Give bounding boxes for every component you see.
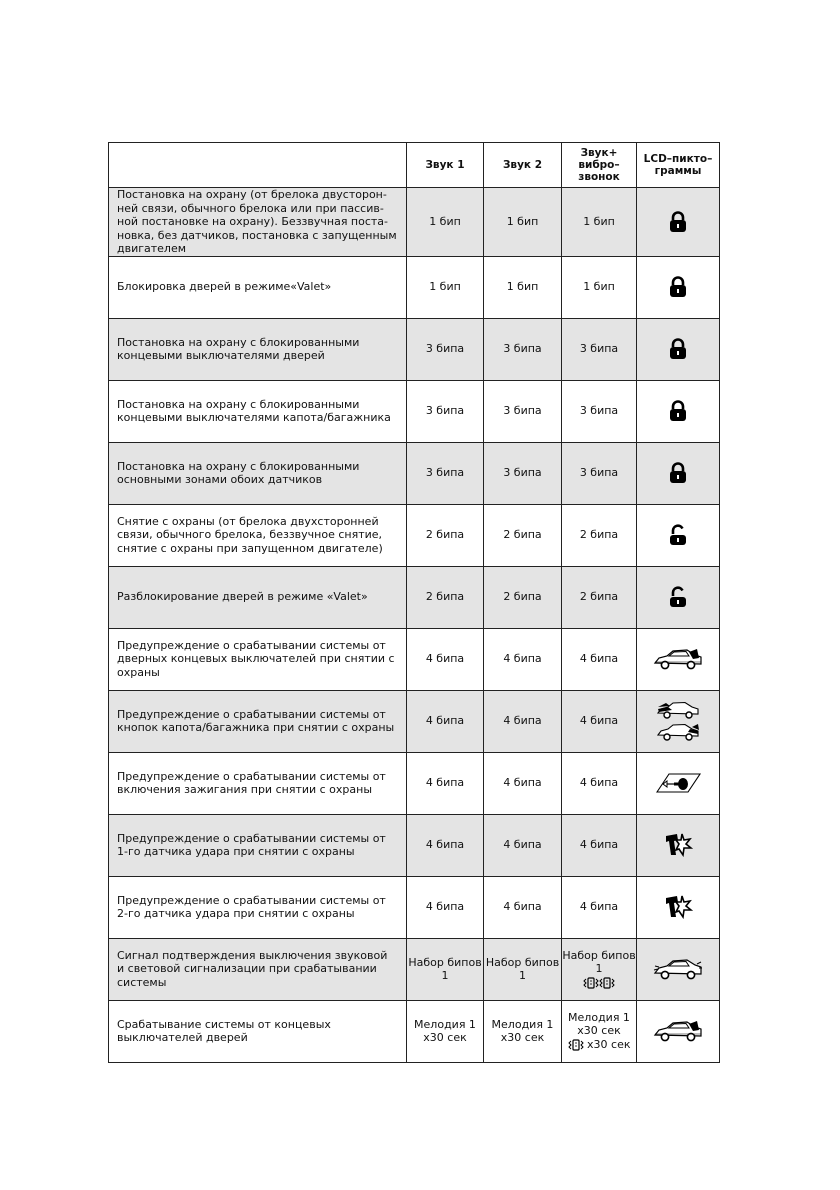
header-sound2: Звук 2: [484, 143, 562, 188]
row-description: Постановка на охрану с блокированными концевыми выключателями дверей: [109, 318, 407, 380]
vibration-duration: x30 сек: [587, 1037, 631, 1051]
row-sound1: 4 бипа: [407, 628, 484, 690]
car-hood-icon: [656, 700, 700, 720]
table-row: [109, 380, 720, 442]
table-row: [109, 876, 720, 938]
row-lcd-icon: [637, 380, 720, 442]
row-lcd-icon: [637, 256, 720, 318]
table-row: [109, 188, 720, 257]
row-description: Предупреждение о срабатывании системы от кнопок капота/багажника при снятии с охраны: [109, 690, 407, 752]
row-lcd-icon: [637, 566, 720, 628]
table-row: [109, 690, 720, 752]
ignition-key-icon: [653, 771, 703, 795]
row-sound1: 3 бипа: [407, 380, 484, 442]
header-lcd: LCD–пикто– граммы: [637, 143, 720, 188]
row-sound1: 4 бипа: [407, 690, 484, 752]
row-sound1: 4 бипа: [407, 814, 484, 876]
row-sound1: 3 бипа: [407, 318, 484, 380]
row-description: Постановка на охрану (от брелока двусторон- ней связи, обычного брелока или при пассив- ной постановке на охрану). Беззвучная поста- новка, без датчиков, постановка с запущенным двигателем: [109, 188, 407, 257]
row-sound-vibro: 4 бипа: [562, 690, 637, 752]
row-lcd-icon: [637, 752, 720, 814]
row-sound-vibro: 1 бип: [562, 188, 637, 257]
row-sound2: 3 бипа: [484, 318, 562, 380]
row-sound-vibro: 4 бипа: [562, 814, 637, 876]
row-sound-vibro: 3 бипа: [562, 442, 637, 504]
shock-sensor-icon: [663, 894, 693, 920]
table-row: [109, 938, 720, 1000]
lock-open-icon: [668, 586, 688, 608]
row-description: Срабатывание системы от концевых выключателей дверей: [109, 1000, 407, 1062]
table-row: [109, 752, 720, 814]
row-lcd-icon: [637, 876, 720, 938]
lock-closed-icon: [668, 211, 688, 233]
row-description: Постановка на охрану с блокированными концевыми выключателями капота/багажника: [109, 380, 407, 442]
row-description: Постановка на охрану с блокированными основными зонами обоих датчиков: [109, 442, 407, 504]
header-row: [109, 143, 720, 188]
row-sound2: 4 бипа: [484, 690, 562, 752]
row-sound-vibro: 1 бип: [562, 256, 637, 318]
row-sound2: 4 бипа: [484, 814, 562, 876]
row-sound1: 4 бипа: [407, 876, 484, 938]
lock-open-icon: [668, 524, 688, 546]
row-sound-vibro: 4 бипа: [562, 876, 637, 938]
row-lcd-icon: [637, 442, 720, 504]
row-sound2: 4 бипа: [484, 876, 562, 938]
row-description: Разблокирование дверей в режиме «Valet»: [109, 566, 407, 628]
row-sound-vibro-text: Мелодия 1 x30 сек: [568, 1010, 630, 1037]
row-sound-vibro: 2 бипа: [562, 504, 637, 566]
row-description: Предупреждение о срабатывании системы от дверных концевых выключателей при снятии с охраны: [109, 628, 407, 690]
row-sound2: 1 бип: [484, 256, 562, 318]
table-row: [109, 1000, 720, 1062]
vibration-icon: [562, 976, 636, 990]
row-sound2: 2 бипа: [484, 566, 562, 628]
row-sound2: 4 бипа: [484, 752, 562, 814]
row-description: Предупреждение о срабатывании системы от 2-го датчика удара при снятии с охраны: [109, 876, 407, 938]
row-description: Сигнал подтверждения выключения звуковой и световой сигнализации при срабатывании системы: [109, 938, 407, 1000]
table-row: [109, 256, 720, 318]
signal-table: [108, 142, 720, 1063]
row-sound-vibro-text: Набор бипов 1: [562, 948, 636, 975]
row-sound-vibro: 4 бипа: [562, 628, 637, 690]
row-description: Предупреждение о срабатывании системы от 1-го датчика удара при снятии с охраны: [109, 814, 407, 876]
row-sound1: 3 бипа: [407, 442, 484, 504]
table-row: [109, 566, 720, 628]
car-door-icon: [653, 1018, 703, 1044]
row-lcd-icon: [637, 318, 720, 380]
header-sound-vibro: Звук+ вибро– звонок: [562, 143, 637, 188]
row-lcd-icon: [637, 938, 720, 1000]
row-sound2: 1 бип: [484, 188, 562, 257]
row-sound-vibro: [562, 938, 637, 1000]
header-description: [109, 143, 407, 188]
row-description: Снятие с охраны (от брелока двухсторонней связи, обычного брелока, беззвучное снятие, снятие с охраны при запущенном двигателе): [109, 504, 407, 566]
car-door-icon: [653, 646, 703, 672]
row-sound1: 2 бипа: [407, 504, 484, 566]
row-sound-vibro: [562, 1000, 637, 1062]
row-sound1: 2 бипа: [407, 566, 484, 628]
row-sound1: 4 бипа: [407, 752, 484, 814]
row-sound-vibro: 2 бипа: [562, 566, 637, 628]
row-sound-vibro: 3 бипа: [562, 380, 637, 442]
lock-closed-icon: [668, 462, 688, 484]
vibration-line: [562, 1038, 636, 1052]
header-sound1: Звук 1: [407, 143, 484, 188]
car-trunk-icon: [656, 722, 700, 742]
lock-closed-icon: [668, 276, 688, 298]
row-lcd-icon: [637, 188, 720, 257]
row-sound2: 2 бипа: [484, 504, 562, 566]
row-sound1: Набор бипов 1: [407, 938, 484, 1000]
row-sound2: 4 бипа: [484, 628, 562, 690]
vibration-icon: [568, 1038, 584, 1052]
shock-sensor-icon: [663, 832, 693, 858]
row-sound-vibro: 3 бипа: [562, 318, 637, 380]
row-sound2: Набор бипов 1: [484, 938, 562, 1000]
row-sound2: 3 бипа: [484, 442, 562, 504]
car-alarm-icon: [653, 956, 703, 982]
table-row: [109, 442, 720, 504]
row-sound1: 1 бип: [407, 256, 484, 318]
row-sound-vibro: 4 бипа: [562, 752, 637, 814]
row-sound1: Мелодия 1 x30 сек: [407, 1000, 484, 1062]
table-row: [109, 628, 720, 690]
row-sound1: 1 бип: [407, 188, 484, 257]
row-lcd-icon: [637, 628, 720, 690]
row-lcd-icon: [637, 814, 720, 876]
lock-closed-icon: [668, 400, 688, 422]
row-description: Блокировка дверей в режиме«Valet»: [109, 256, 407, 318]
row-sound2: 3 бипа: [484, 380, 562, 442]
row-lcd-icon: [637, 504, 720, 566]
row-sound2: Мелодия 1 x30 сек: [484, 1000, 562, 1062]
lock-closed-icon: [668, 338, 688, 360]
table-row: [109, 504, 720, 566]
table-row: [109, 814, 720, 876]
row-description: Предупреждение о срабатывании системы от включения зажигания при снятии с охраны: [109, 752, 407, 814]
car-hood-trunk-icon: [656, 700, 700, 742]
row-lcd-icon: [637, 1000, 720, 1062]
table-row: [109, 318, 720, 380]
row-lcd-icon: [637, 690, 720, 752]
